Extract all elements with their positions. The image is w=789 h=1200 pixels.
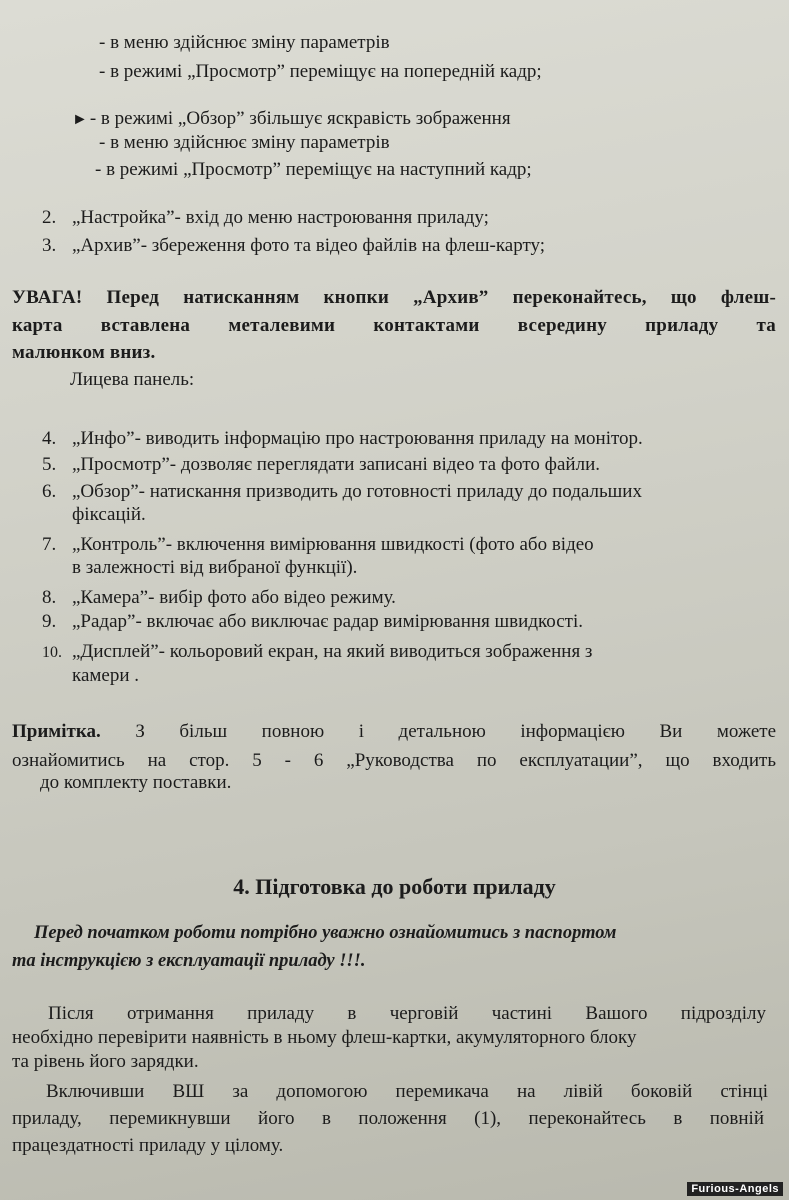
item-number: 9. bbox=[42, 611, 57, 632]
para2-line-3: працездатності приладу у цілому. bbox=[12, 1135, 284, 1156]
intro-line-1: Перед початком роботи потрібно уважно ознайомитись з паспортом bbox=[34, 923, 617, 943]
item-number: 8. bbox=[42, 587, 57, 608]
note-line-1 bbox=[12, 720, 776, 744]
list-item bbox=[42, 640, 592, 665]
item-number: 5. bbox=[42, 454, 57, 475]
view-line-prev: - в режимі „Просмотр” переміщує на попередній кадр; bbox=[99, 61, 542, 82]
item-continuation: фіксацій. bbox=[72, 504, 146, 525]
list-item bbox=[42, 533, 594, 557]
list-item bbox=[42, 206, 489, 230]
para1-line-3: та рівень його зарядки. bbox=[12, 1051, 199, 1072]
item-number: 7. bbox=[42, 534, 57, 555]
intro-line-2: та інструкцією з експлуатації приладу !!!. bbox=[12, 951, 366, 971]
panel-label: Лицева панель: bbox=[70, 369, 195, 390]
menu-line-2: - в меню здійснює зміну параметрів bbox=[99, 132, 390, 153]
section-title: 4. Підготовка до роботи приладу bbox=[233, 874, 556, 899]
list-item bbox=[42, 610, 583, 634]
note-label: Примітка. bbox=[12, 721, 101, 742]
para2-line-2: приладу, перемикнувши його в положення (1), переконайтесь в повній bbox=[12, 1108, 764, 1129]
item-number: 10. bbox=[42, 644, 62, 661]
list-item bbox=[42, 234, 545, 258]
item-number: 4. bbox=[42, 428, 57, 449]
note-line-3: до комплекту поставки. bbox=[40, 772, 232, 793]
item-text: „Камера”- вибір фото або відео режиму. bbox=[72, 587, 396, 608]
item-number: 2. bbox=[42, 207, 57, 228]
item-text: „Дисплей”- кольоровий екран, на який виводиться зображення з bbox=[72, 641, 593, 662]
para1-line-1: Після отримання приладу в черговій частині Вашого підрозділу bbox=[48, 1003, 766, 1024]
list-item bbox=[42, 453, 600, 477]
item-number: 3. bbox=[42, 235, 57, 256]
list-item bbox=[42, 586, 396, 610]
item-text: „Настройка”- вхід до меню настроювання приладу; bbox=[72, 207, 489, 228]
item-text: „Просмотр”- дозволяє переглядати записані відео та фото файли. bbox=[72, 454, 600, 475]
item-continuation: в залежності від вибраної функції). bbox=[72, 557, 358, 578]
item-text: „Контроль”- включення вимірювання швидкості (фото або відео bbox=[72, 534, 594, 555]
watermark: Furious-Angels bbox=[687, 1182, 783, 1196]
item-text: „Архив”- збереження фото та відео файлів на флеш-карту; bbox=[72, 235, 546, 256]
item-text: „Обзор”- натискання призводить до готовності приладу до подальших bbox=[72, 481, 642, 502]
view-line-next: - в режимі „Просмотр” переміщує на наступний кадр; bbox=[95, 159, 532, 180]
menu-line-1: - в меню здійснює зміну параметрів bbox=[99, 32, 390, 53]
warning-line-3: малюнком вниз. bbox=[12, 342, 156, 363]
para2-line-1: Включивши ВШ за допомогою перемикача на лівій боковій стінці bbox=[46, 1081, 768, 1102]
warning-line-1: УВАГА! Перед натисканням кнопки „Архив” переконайтесь, що флеш- bbox=[12, 287, 776, 308]
item-text: „Радар”- включає або виключає радар вимірювання швидкості. bbox=[72, 611, 583, 632]
item-number: 6. bbox=[42, 481, 57, 502]
note-text: З більш повною і детальною інформацією Ви можете bbox=[100, 721, 776, 742]
overview-line: - в режимі „Обзор” збільшує яскравість зображення bbox=[89, 108, 511, 129]
arrow-line bbox=[72, 107, 511, 132]
item-continuation: камери . bbox=[72, 665, 140, 686]
note-line-2: ознайомитись на стор. 5 - 6 „Руководства по експлуатации”, що входить bbox=[12, 750, 776, 771]
right-arrow-icon: ► bbox=[72, 111, 88, 128]
warning-line-2: карта вставлена металевими контактами всередину приладу та bbox=[12, 315, 776, 336]
list-item bbox=[42, 480, 642, 504]
list-item bbox=[42, 427, 643, 451]
item-text: „Инфо”- виводить інформацію про настроювання приладу на монітор. bbox=[72, 428, 643, 449]
para1-line-2: необхідно перевірити наявність в ньому флеш-картки, акумуляторного блоку bbox=[12, 1027, 637, 1048]
